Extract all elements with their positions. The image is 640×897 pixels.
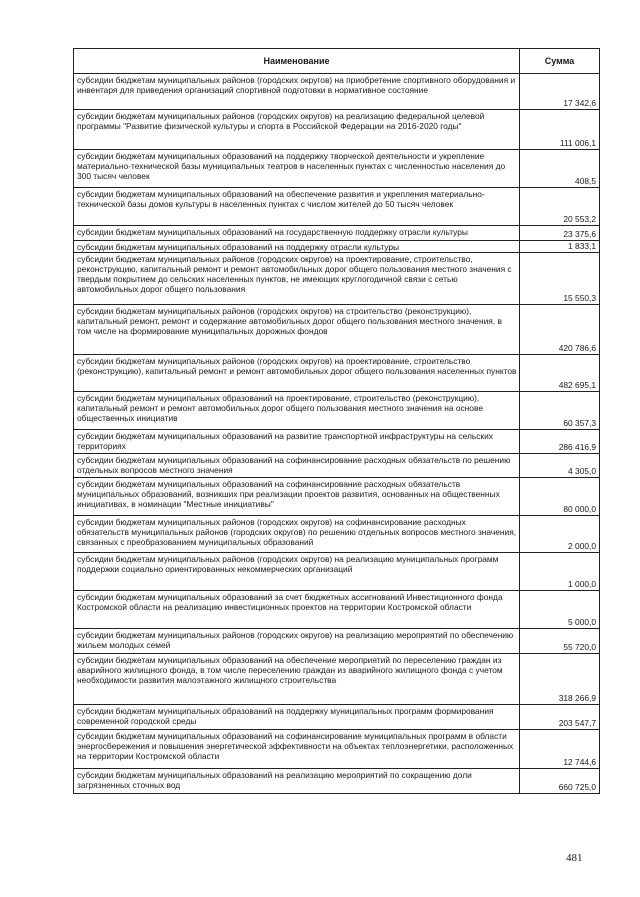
table-row [74, 188, 600, 226]
table-row [74, 150, 600, 188]
row-sum: 286 416,9 [520, 430, 600, 454]
page-number: 481 [566, 852, 583, 864]
row-sum: 111 006,1 [520, 110, 600, 150]
row-sum: 15 550,3 [520, 253, 600, 305]
subsidies-table [73, 48, 600, 794]
row-sum: 4 305,0 [520, 454, 600, 478]
table-row [74, 454, 600, 478]
table-row [74, 516, 600, 553]
row-sum: 420 786,6 [520, 305, 600, 355]
row-sum: 60 357,3 [520, 392, 600, 430]
header-sum: Сумма [520, 49, 600, 74]
row-sum: 17 342,6 [520, 74, 600, 110]
row-sum: 482 695,1 [520, 355, 600, 392]
row-name: субсидии бюджетам муниципальных районов (городских округов) на реализацию муниципальных программ поддержки социально ориентированных некоммерческих организаций [74, 553, 520, 591]
table-row [74, 392, 600, 430]
row-sum: 203 547,7 [520, 705, 600, 730]
table-row [74, 730, 600, 769]
table-row [74, 305, 600, 355]
header-name: Наименование [74, 49, 520, 74]
row-name: субсидии бюджетам муниципальных районов (городских округов) на проектирование, строительство (реконструкцию), капитальный ремонт и ремонт автомобильных дорог общего пользования населенных пунктов [74, 355, 520, 392]
row-name: субсидии бюджетам муниципальных районов (городских округов) на приобретение спортивного оборудования и инвентаря для приведения организаций спортивной подготовки в нормативное состояние [74, 74, 520, 110]
row-name: субсидии бюджетам муниципальных образований на реализацию мероприятий по сокращению доли загрязненных сточных вод [74, 769, 520, 794]
row-name: субсидии бюджетам муниципальных образований на софинансирование муниципальных программ в области энергосбережения и повышения энергетической эффективности на объектах теплоэнергетики, расположенных на территории Костромской области [74, 730, 520, 769]
row-name: субсидии бюджетам муниципальных образований на развитие транспортной инфраструктуры на сельских территориях [74, 430, 520, 454]
row-name: субсидии бюджетам муниципальных районов (городских округов) на проектирование, строительство, реконструкцию, капитальный ремонт и ремонт автомобильных дорог общего пользования местного значения с твердым покрытием до сельских населенных пунктов, не имеющих круглогодичной связи с сетью автомобильных дорог общего пользования [74, 253, 520, 305]
row-sum: 1 833,1 [520, 241, 600, 253]
table-row [74, 553, 600, 591]
row-name: субсидии бюджетам муниципальных образований на софинансирование расходных обязательств по решению отдельных вопросов местного значения [74, 454, 520, 478]
table-row [74, 74, 600, 110]
table-row [74, 478, 600, 516]
table-row [74, 769, 600, 794]
table-row [74, 241, 600, 253]
row-name: субсидии бюджетам муниципальных образований на софинансирование расходных обязательств муниципальных образований, возникших при реализации проектов развития, основанных на общественных инициативах, в номинации "Местные инициативы" [74, 478, 520, 516]
row-name: субсидии бюджетам муниципальных образований на обеспечение развития и укрепления материально-технической базы домов культуры в населенных пунктах с числом жителей до 50 тысяч человек [74, 188, 520, 226]
row-name: субсидии бюджетам муниципальных районов (городских округов) на реализацию мероприятий по обеспечению жильем молодых семей [74, 629, 520, 654]
row-name: субсидии бюджетам муниципальных районов (городских округов) на софинансирование расходных обязательств муниципальных районов (городских округов) по решению отдельных вопросов местного значения, связанных с преобразованием муниципальных образований [74, 516, 520, 553]
row-sum: 2 000,0 [520, 516, 600, 553]
row-sum: 23 375,6 [520, 226, 600, 241]
row-sum: 12 744,6 [520, 730, 600, 769]
row-sum: 408,5 [520, 150, 600, 188]
row-name: субсидии бюджетам муниципальных образований на государственную поддержку отрасли культуры [74, 226, 520, 241]
row-sum: 55 720,0 [520, 629, 600, 654]
table-row [74, 705, 600, 730]
table-row [74, 629, 600, 654]
row-name: субсидии бюджетам муниципальных образований на обеспечение мероприятий по переселению граждан из аварийного жилищного фонда, в том числе переселению граждан из аварийного жилищного фонда с учетом необходимости развития малоэтажного жилищного строительства [74, 654, 520, 705]
table-header-row [74, 49, 600, 74]
table-row [74, 355, 600, 392]
table-row [74, 591, 600, 629]
table-row [74, 430, 600, 454]
row-sum: 80 000,0 [520, 478, 600, 516]
row-sum: 318 266,9 [520, 654, 600, 705]
table-row [74, 253, 600, 305]
row-sum: 1 000,0 [520, 553, 600, 591]
table-row [74, 226, 600, 241]
row-sum: 660 725,0 [520, 769, 600, 794]
row-name: субсидии бюджетам муниципальных образований на проектирование, строительство (реконструкцию), капитальный ремонт и ремонт автомобильных дорог общего пользования местного значения на основе общественных инициатив [74, 392, 520, 430]
row-name: субсидии бюджетам муниципальных образований на поддержку отрасли культуры [74, 241, 520, 253]
row-name: субсидии бюджетам муниципальных образований на поддержку муниципальных программ формирования современной городской среды [74, 705, 520, 730]
row-sum: 5 000,0 [520, 591, 600, 629]
row-name: субсидии бюджетам муниципальных образований за счет бюджетных ассигнований Инвестиционного фонда Костромской области на реализацию инвестиционных проектов на территории Костромской области [74, 591, 520, 629]
table-row [74, 654, 600, 705]
row-name: субсидии бюджетам муниципальных районов (городских округов) на реализацию федеральной целевой программы "Развитие физической культуры и спорта в Российской Федерации на 2016-2020 годы" [74, 110, 520, 150]
row-name: субсидии бюджетам муниципальных районов (городских округов) на строительство (реконструкцию), капитальный ремонт, ремонт и содержание автомобильных дорог общего пользования местного значения, в том числе на формирование муниципальных дорожных фондов [74, 305, 520, 355]
table-row [74, 110, 600, 150]
row-sum: 20 553,2 [520, 188, 600, 226]
row-name: субсидии бюджетам муниципальных образований на поддержку творческой деятельности и укрепление материально-технической базы муниципальных театров в населенных пунктах с численностью населения до 300 тысяч человек [74, 150, 520, 188]
